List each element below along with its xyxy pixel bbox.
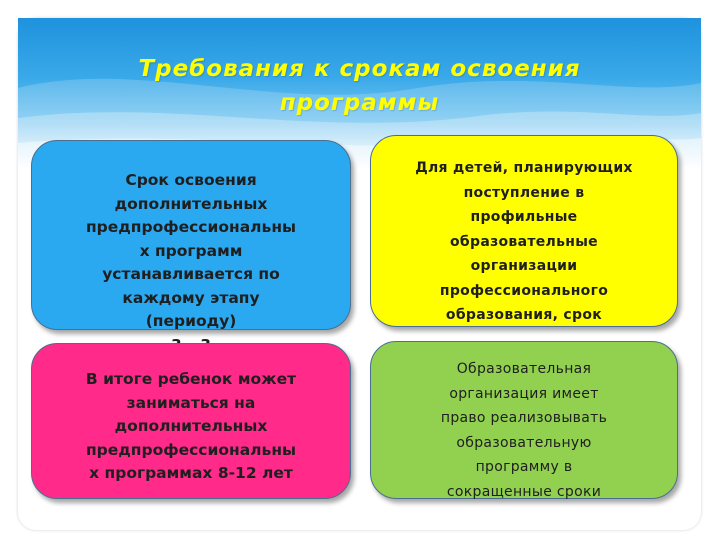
box-text-line: поступление в: [463, 184, 585, 201]
box-text-line: х программах 8-12 лет: [89, 464, 293, 482]
box-text-line: образовательную: [456, 434, 592, 451]
box-text-line: образования, срок: [445, 307, 603, 323]
box-text-line: дополнительных: [114, 194, 268, 213]
box-text-line: устанавливается по: [102, 265, 280, 283]
box-text-line: сокращенные сроки: [446, 483, 602, 500]
box-text-line: профессионального: [439, 282, 609, 299]
box-text-line: предпрофессиональны: [85, 218, 297, 236]
box-text-line: организация имеет: [449, 385, 599, 402]
box-text-line: заниматься на: [126, 393, 256, 412]
title-line-2: программы: [279, 90, 440, 116]
page-title: [18, 52, 701, 120]
total-duration-box: [31, 343, 351, 499]
box-text-line: право реализовывать: [440, 410, 608, 426]
box-text-line: образовательные: [450, 233, 598, 250]
box-text-line: (периоду): [145, 312, 237, 330]
box-text-line: организации: [470, 258, 578, 274]
box-text-line: дополнительных: [114, 417, 268, 435]
duration-info-box: [31, 140, 351, 330]
box-text-line: предпрофессиональны: [85, 440, 297, 459]
box-text-line: х программ: [139, 241, 243, 260]
box-text-line: Срок освоения: [125, 171, 257, 189]
title-line-1: Требования к срокам освоения: [138, 56, 581, 82]
box-text-line: Образовательная: [456, 361, 592, 377]
box-text-line: каждому этапу: [122, 288, 260, 307]
shortened-terms-box: [370, 341, 678, 499]
specialized-education-box: [370, 135, 678, 327]
box-text-line: Для детей, планирующих: [415, 160, 633, 176]
box-text-line: профильные: [470, 209, 578, 225]
box-text-line: В итоге ребенок может: [85, 370, 297, 388]
box-text-line: программу в: [475, 459, 573, 475]
